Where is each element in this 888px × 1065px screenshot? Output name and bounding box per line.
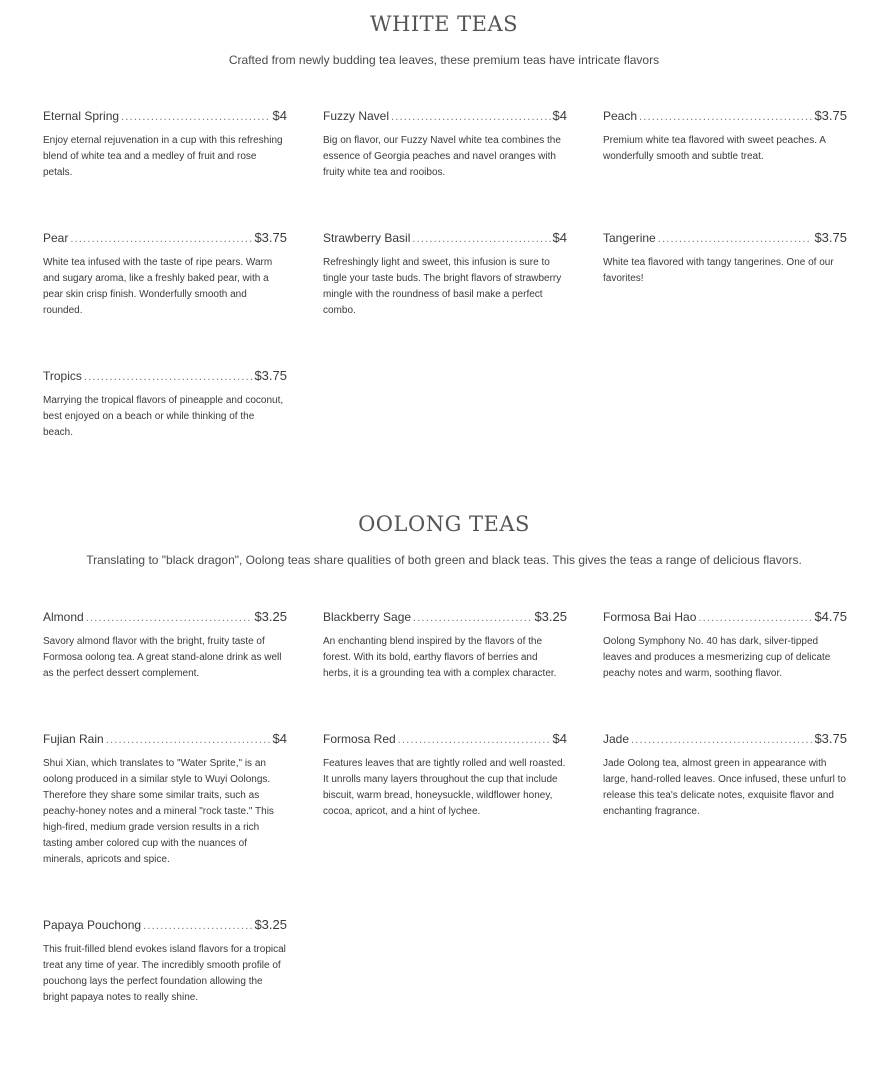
item-name: Pear [43,231,69,245]
leader-dots [412,231,550,247]
item-description: Features leaves that are tightly rolled and well roasted. It unrolls many layers throughout the cup that include biscuit, warm bread, honeysuckle, wildflower honey, cocoa, apricot, and a hint of lychee. [323,758,566,817]
item-name: Peach [603,109,638,123]
item-name: Fujian Rain [43,732,104,746]
menu-item-strawberry-basil [323,230,567,319]
leader-dots [391,109,551,125]
menu-item-almond [43,609,287,682]
item-description: Enjoy eternal rejuvenation in a cup with this refreshing blend of white tea and a medley of fruit and rose petals. [43,135,283,178]
white-teas-title: WHITE TEAS [369,12,519,36]
item-name: Tangerine [603,231,656,245]
item-price: $3.25 [254,917,287,932]
item-description: Jade Oolong tea, almost green in appearance with large, hand-rolled leaves. Once infused, these unfurl to release this tea's delicate notes, exquisite flavor and enchanting fragrance. [603,758,846,817]
menu-item-tropics [43,368,287,441]
item-description: White tea infused with the taste of ripe pears. Warm and sugary aroma, like a freshly baked pear, with a pear skin crisp finish. Wonderfully smooth and rounded. [43,257,273,316]
item-price: $4 [552,731,567,746]
item-price: $4 [272,731,287,746]
leader-dots [143,918,252,934]
menu-item-blackberry-sage [323,609,567,682]
item-name: Eternal Spring [43,109,120,123]
menu-item-formosa-red [323,731,567,820]
item-name: Papaya Pouchong [43,918,142,932]
item-price: $3.25 [534,609,567,624]
item-price: $4 [552,230,567,245]
item-description: This fruit-filled blend evokes island flavors for a tropical treat any time of year. The incredibly smooth profile of pouchong lays the perfect foundation allowing the bright papaya notes to really shine. [43,944,286,1003]
item-description: Oolong Symphony No. 40 has dark, silver-tipped leaves and produces a mesmerizing cup of delicate peachy notes and warm, soothing flavor. [603,636,831,679]
item-price: $4 [552,108,567,123]
oolong-teas-title: OOLONG TEAS [358,512,530,536]
item-name: Jade [603,732,630,746]
item-description: Refreshingly light and sweet, this infusion is sure to tingle your taste buds. The bright flavors of strawberry mingle with the roundness of basil make a perfect combo. [323,257,562,316]
white-teas-subtitle: Crafted from newly budding tea leaves, these premium teas have intricate flavors [228,53,660,67]
leader-dots [70,231,252,247]
item-description: Premium white tea flavored with sweet peaches. A wonderfully smooth and subtle treat. [603,135,826,162]
leader-dots [639,109,812,125]
menu-item-pear [43,230,287,319]
item-price: $3.75 [254,230,287,245]
oolong-teas-subtitle: Translating to "black dragon", Oolong teas share qualities of both green and black teas. This gives the teas a range of delicious flavors. [86,553,802,567]
item-price: $4 [272,108,287,123]
item-price: $3.25 [254,609,287,624]
item-name: Tropics [43,369,82,383]
item-price: $3.75 [814,230,847,245]
item-description: White tea flavored with tangy tangerines. One of our favorites! [603,257,834,284]
item-name: Almond [43,610,84,624]
item-price: $4.75 [814,609,847,624]
menu-item-fuzzy-navel [323,108,567,181]
leader-dots [658,231,813,247]
menu-item-formosa-bai-hao [603,609,847,682]
item-name: Formosa Red [323,732,396,746]
menu-item-eternal-spring [43,108,287,181]
item-description: Shui Xian, which translates to "Water Sprite," is an oolong produced in a similar style to Wuyi Oolongs. Therefore they share some similar traits, such as peachy-honey notes and a mineral "rock taste." This high-fired, medium grade version results in a rich tasting amber colored cup with the nuances of minerals, apricots and spice. [43,758,274,865]
item-name: Formosa Bai Hao [603,610,697,624]
leader-dots [698,610,812,626]
item-description: Big on flavor, our Fuzzy Navel white tea combines the essence of Georgia peaches and navel oranges with fruity white tea and rooibos. [323,135,561,178]
menu-item-tangerine [603,230,847,287]
item-price: $3.75 [254,368,287,383]
item-description: An enchanting blend inspired by the flavors of the forest. With its bold, earthy flavors of berries and herbs, it is a grounding tea with a complex character. [323,636,557,679]
item-name: Strawberry Basil [323,231,411,245]
item-name: Fuzzy Navel [323,109,390,123]
item-price: $3.75 [814,108,847,123]
menu-item-fujian-rain [43,731,287,868]
leader-dots [631,732,812,748]
leader-dots [106,732,271,748]
menu-item-papaya-pouchong [43,917,287,1006]
leader-dots [121,109,270,125]
item-description: Savory almond flavor with the bright, fruity taste of Formosa oolong tea. A great stand-alone drink as well as the perfect dessert complement. [43,636,282,679]
item-price: $3.75 [814,731,847,746]
leader-dots [86,610,253,626]
leader-dots [84,369,253,385]
item-description: Marrying the tropical flavors of pineapple and coconut, best enjoyed on a beach or while thinking of the beach. [43,395,284,438]
menu-item-jade [603,731,847,820]
leader-dots [398,732,551,748]
item-name: Blackberry Sage [323,610,412,624]
leader-dots [413,610,532,626]
menu-item-peach [603,108,847,165]
